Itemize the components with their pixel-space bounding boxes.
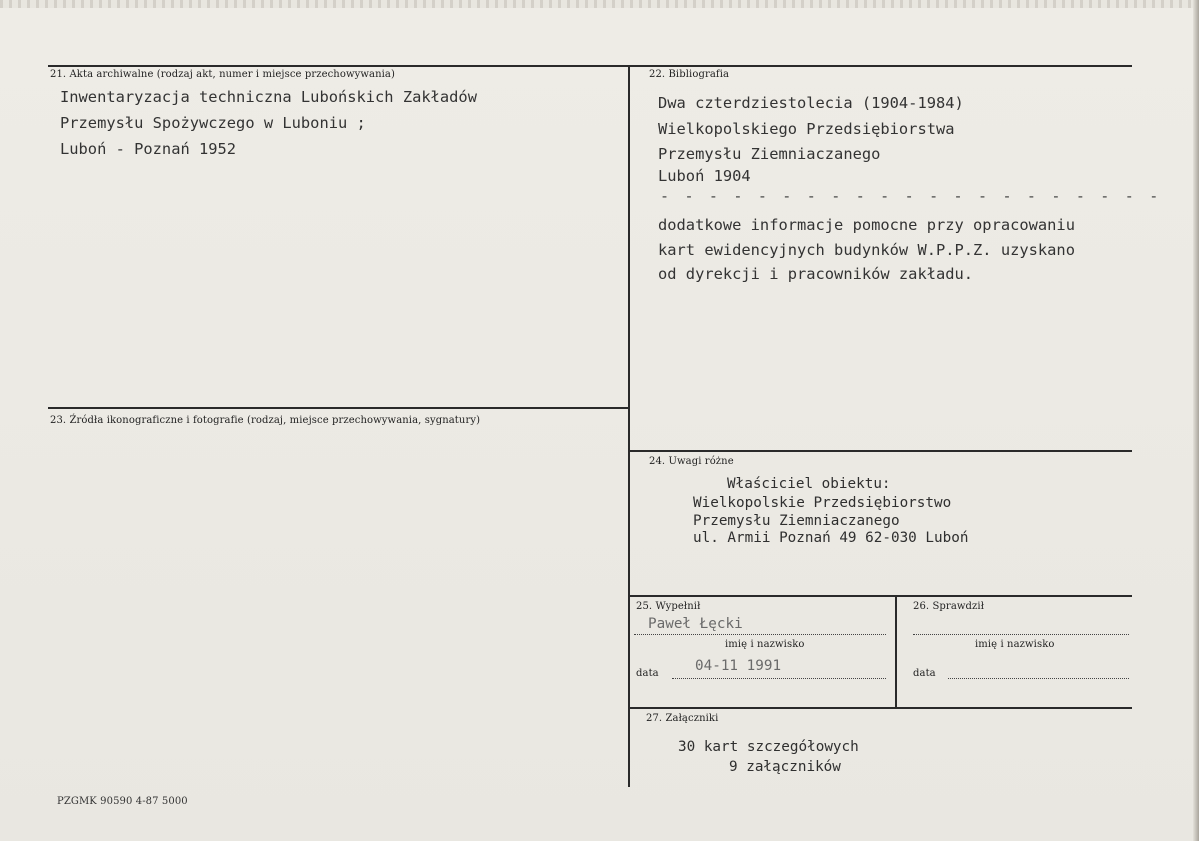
- section-21-line-1: Inwentaryzacja techniczna Lubońskich Zakładów: [60, 88, 477, 106]
- section-22-note-1: dodatkowe informacje pomocne przy opracowaniu: [658, 216, 1075, 234]
- rule-section-25: [628, 595, 1132, 597]
- section-24-line-3: ul. Armii Poznań 49 62-030 Luboń: [693, 530, 969, 546]
- rule-top: [48, 65, 1132, 67]
- section-22-separator: - - - - - - - - - - - - - - - - - - - - -: [660, 187, 1162, 205]
- attachments-line-2: 9 załączników: [729, 759, 841, 775]
- section-24-line-1: Wielkopolskie Przedsiębiorstwo: [693, 495, 952, 511]
- section-22-note-2: kart ewidencyjnych budynków W.P.P.Z. uzyskano: [658, 241, 1075, 259]
- section-22-line-2: Wielkopolskiego Przedsiębiorstwa: [658, 120, 955, 138]
- section-22-note-3: od dyrekcji i pracowników zakładu.: [658, 265, 974, 283]
- section-27-label: 27. Załączniki: [646, 713, 719, 724]
- filled-by-name: Paweł Łęcki: [648, 616, 743, 632]
- printer-imprint: PZGMK 90590 4-87 5000: [57, 796, 188, 807]
- filled-by-name-caption: imię i nazwisko: [725, 639, 805, 650]
- section-25-label: 25. Wypełnił: [636, 601, 701, 612]
- section-23-label: 23. Źródła ikonograficzne i fotografie (rodzaj, miejsce przechowywania, sygnatury): [50, 415, 481, 426]
- section-21-line-3: Luboń - Poznań 1952: [60, 140, 237, 158]
- rule-mid-left: [48, 407, 628, 409]
- rule-section-24: [628, 450, 1132, 452]
- checked-by-name-line: [913, 634, 1129, 635]
- section-21-label: 21. Akta archiwalne (rodzaj akt, numer i miejsce przechowywania): [50, 69, 395, 80]
- section-21-line-2: Przemysłu Spożywczego w Luboniu ;: [60, 114, 366, 132]
- filled-by-date-label: data: [636, 668, 659, 679]
- section-22-line-1: Dwa czterdziestolecia (1904-1984): [658, 94, 964, 112]
- checked-by-date-line: [948, 678, 1129, 679]
- section-24-heading: Właściciel obiektu:: [727, 476, 891, 492]
- rule-section-27: [628, 707, 1132, 709]
- divider-25-26: [895, 595, 897, 708]
- checked-by-date-label: data: [913, 668, 936, 679]
- filled-by-date-line: [672, 678, 886, 679]
- section-22-line-3: Przemysłu Ziemniaczanego: [658, 145, 881, 163]
- card-right-edge: [1193, 0, 1199, 841]
- section-24-label: 24. Uwagi różne: [649, 456, 734, 467]
- section-26-label: 26. Sprawdził: [913, 601, 985, 612]
- filled-by-date: 04-11 1991: [695, 658, 782, 674]
- card-top-edge: [0, 0, 1199, 8]
- section-24-line-2: Przemysłu Ziemniaczanego: [693, 513, 900, 529]
- checked-by-name-caption: imię i nazwisko: [975, 639, 1055, 650]
- divider-vertical: [628, 65, 630, 787]
- section-22-label: 22. Bibliografia: [649, 69, 730, 80]
- filled-by-name-line: [634, 634, 886, 635]
- attachments-line-1: 30 kart szczegółowych: [678, 739, 859, 755]
- section-22-line-4: Luboń 1904: [658, 167, 751, 185]
